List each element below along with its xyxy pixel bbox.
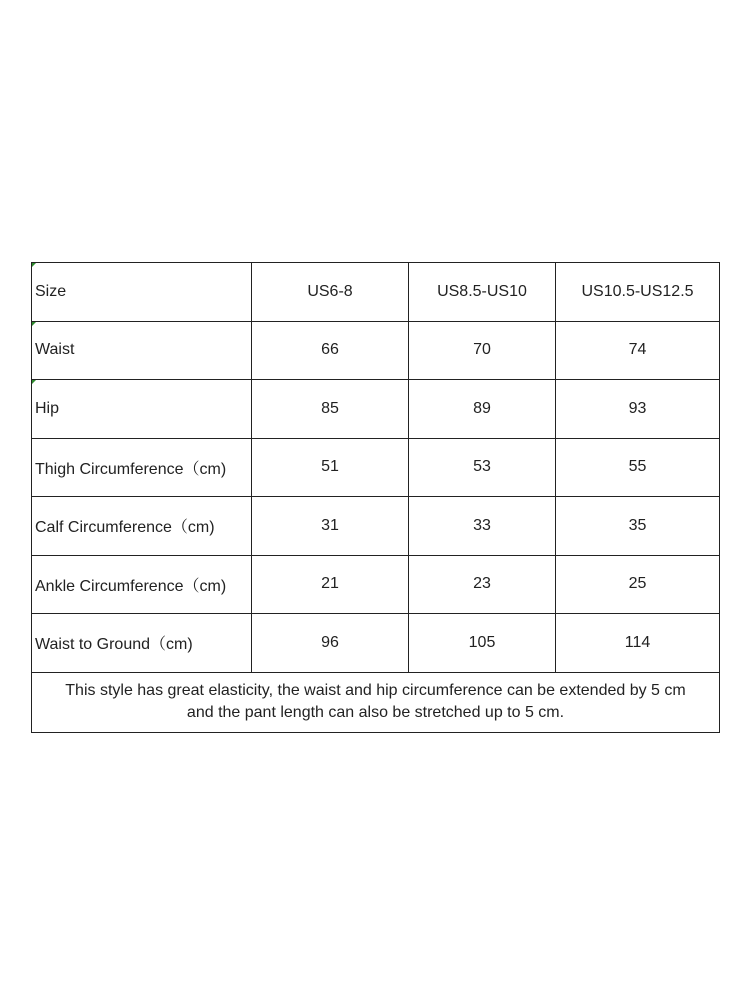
row-label-text: Waist — [35, 341, 75, 359]
table-cell: 85 — [252, 380, 409, 439]
row-label: Waist to Ground（cm) — [32, 614, 252, 673]
table-cell: 93 — [556, 380, 720, 439]
table-cell: 35 — [556, 497, 720, 556]
row-label — [32, 380, 252, 439]
table-row — [32, 614, 720, 673]
table-row — [32, 497, 720, 556]
table-row — [32, 555, 720, 614]
column-header-us10-5-us12-5: US10.5-US12.5 — [556, 263, 720, 322]
table-cell: 51 — [252, 438, 409, 497]
note-line-2: and the pant length can also be stretched up to 5 cm. — [186, 704, 565, 721]
table-cell: 66 — [252, 321, 409, 380]
table-header-row — [32, 263, 720, 322]
table-cell: 33 — [409, 497, 556, 556]
column-header-us8-5-us10: US8.5-US10 — [409, 263, 556, 322]
note-row — [32, 672, 720, 732]
table-row — [32, 321, 720, 380]
table-cell: 25 — [556, 555, 720, 614]
table-cell: 114 — [556, 614, 720, 673]
size-chart-table — [31, 262, 720, 733]
size-header-label: Size — [35, 282, 67, 300]
table-cell: 70 — [409, 321, 556, 380]
size-header-cell — [32, 263, 252, 322]
table-cell: 74 — [556, 321, 720, 380]
column-header-us6-8: US6-8 — [252, 263, 409, 322]
table-cell: 105 — [409, 614, 556, 673]
note-line-1: This style has great elasticity, the waist and hip circumference can be extended by 5 cm — [65, 682, 686, 699]
table-cell: 23 — [409, 555, 556, 614]
elasticity-note — [32, 672, 720, 732]
corner-mark — [32, 322, 36, 326]
table-cell: 96 — [252, 614, 409, 673]
table-cell: 55 — [556, 438, 720, 497]
row-label: Ankle Circumference（cm) — [32, 555, 252, 614]
table-cell: 21 — [252, 555, 409, 614]
table-row — [32, 438, 720, 497]
table-row — [32, 380, 720, 439]
row-label: Thigh Circumference（cm) — [32, 438, 252, 497]
corner-mark — [32, 380, 36, 384]
row-label — [32, 321, 252, 380]
corner-mark — [32, 263, 36, 267]
table-cell: 31 — [252, 497, 409, 556]
table-cell: 89 — [409, 380, 556, 439]
table-cell: 53 — [409, 438, 556, 497]
row-label-text: Hip — [35, 399, 60, 417]
row-label: Calf Circumference（cm) — [32, 497, 252, 556]
